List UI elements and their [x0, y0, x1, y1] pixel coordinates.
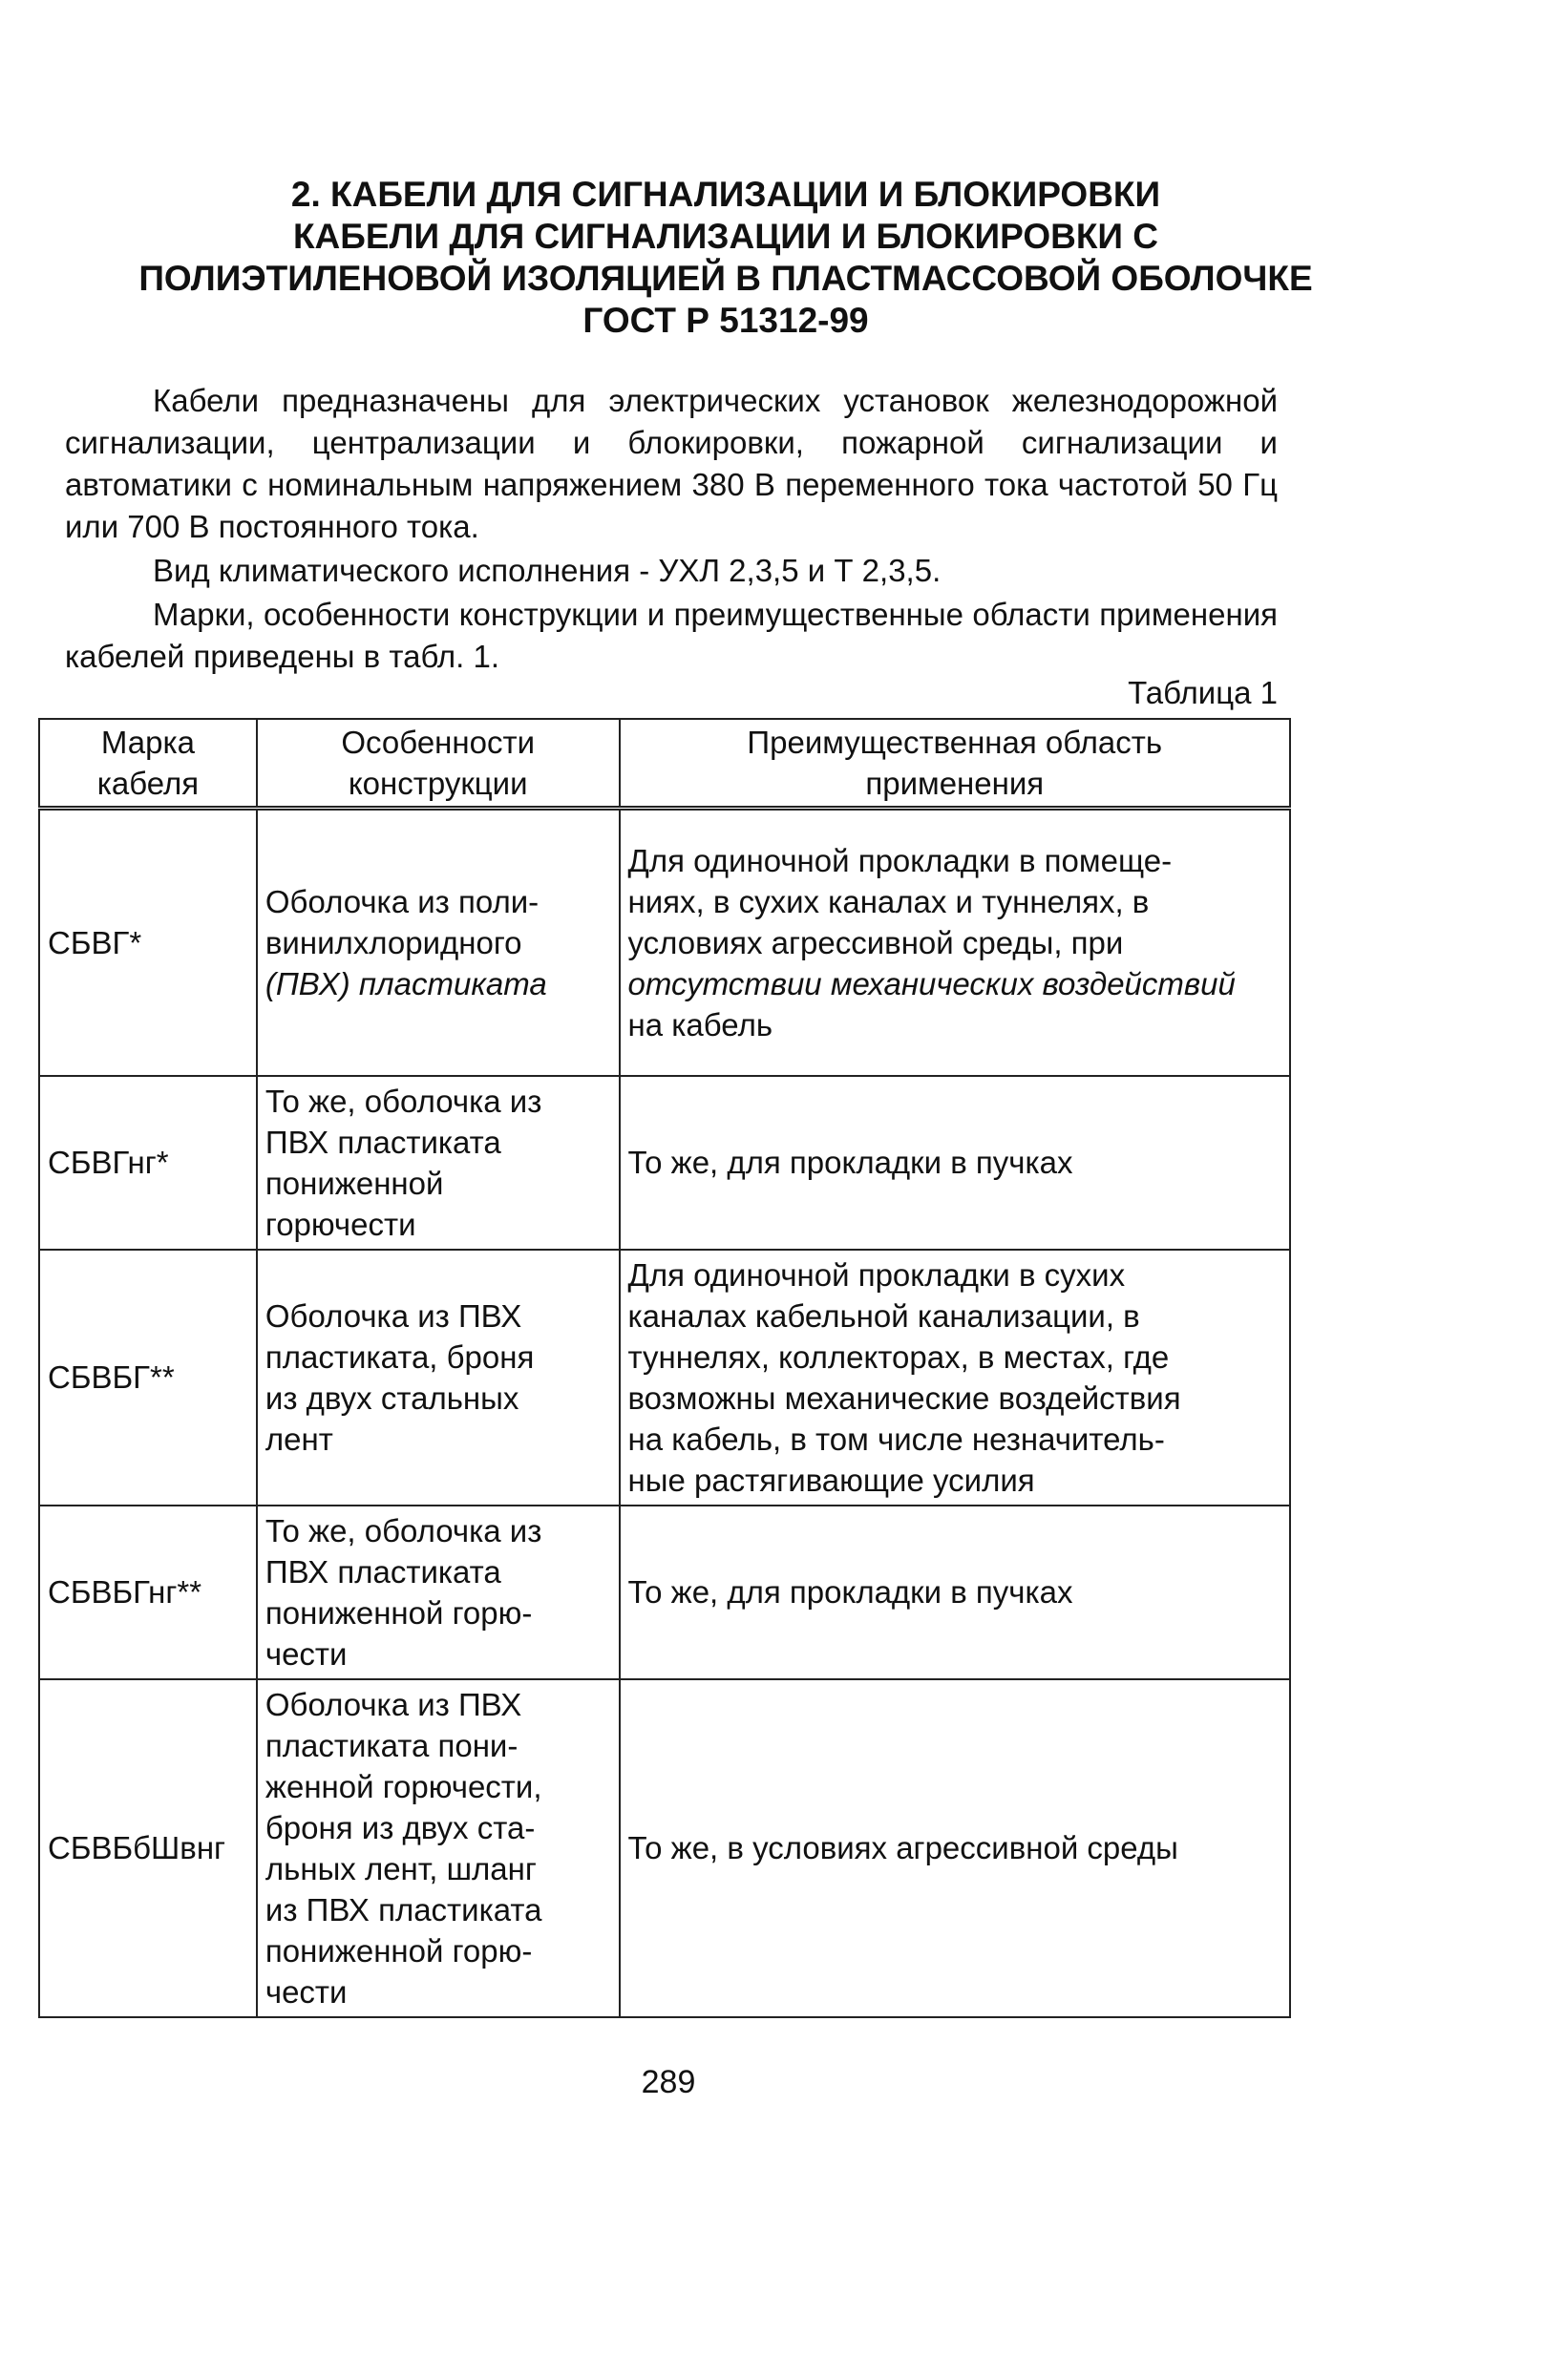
cell-design: Оболочка из поли- винилхлоридного (ПВХ) пластиката — [257, 809, 620, 1076]
header-mark: Марка кабеля — [39, 719, 257, 809]
table-caption: Таблица 1 — [1128, 675, 1278, 710]
cell-mark: СБВБбШвнг — [39, 1679, 257, 2017]
cell-design: Оболочка из ПВХ пластиката пони- женной горючести, броня из двух ста- льных лент, шланг из ПВХ пластиката пониженной горю- чести — [257, 1679, 620, 2017]
section-heading — [38, 174, 1413, 342]
paragraph-purpose: Кабели предназначены для электрических установок железнодорожной сигнализации, централизации и блокировки, пожарной сигнализации и автоматики с номинальным напряжением 380 В переменного тока частотой 50 Гц или 700 В постоянного тока. — [65, 383, 1278, 544]
page-number: 289 — [641, 2064, 696, 2100]
heading-line-1: 2. КАБЕЛИ ДЛЯ СИГНАЛИЗАЦИИ И БЛОКИРОВКИ — [290, 175, 1161, 214]
cell-design: Оболочка из ПВХ пластиката, броня из двух стальных лент — [257, 1250, 620, 1506]
cell-design: То же, оболочка из ПВХ пластиката пониженной горю- чести — [257, 1506, 620, 1679]
heading-line-3: ПОЛИЭТИЛЕНОВОЙ ИЗОЛЯЦИЕЙ В ПЛАСТМАССОВОЙ ОБОЛОЧКЕ — [138, 259, 1313, 298]
table-row — [39, 1076, 1290, 1250]
heading-line-2: КАБЕЛИ ДЛЯ СИГНАЛИЗАЦИИ И БЛОКИРОВКИ С — [292, 217, 1159, 256]
cell-use: То же, в условиях агрессивной среды — [620, 1679, 1290, 2017]
intro-text — [65, 380, 1278, 678]
cell-design: То же, оболочка из ПВХ пластиката пониженной горючести — [257, 1076, 620, 1250]
cell-use: То же, для прокладки в пучках — [620, 1076, 1290, 1250]
paragraph-table-ref: Марки, особенности конструкции и преимущественные области применения кабелей приведены в табл. 1. — [65, 597, 1278, 674]
table-row — [39, 1250, 1290, 1506]
cell-use: То же, для прокладки в пучках — [620, 1506, 1290, 1679]
cell-mark: СБВГ* — [39, 809, 257, 1076]
header-use: Преимущественная область применения — [620, 719, 1290, 809]
cable-table — [38, 718, 1291, 2018]
cell-mark: СБВБГнг** — [39, 1506, 257, 1679]
table-header-row — [39, 719, 1290, 809]
table-row — [39, 809, 1290, 1076]
heading-line-4: ГОСТ Р 51312-99 — [582, 301, 869, 340]
header-design: Особенности конструкции — [257, 719, 620, 809]
paragraph-climate: Вид климатического исполнения - УХЛ 2,3,5 и Т 2,3,5. — [153, 553, 942, 588]
cell-mark: СБВБГ** — [39, 1250, 257, 1506]
table-row — [39, 1506, 1290, 1679]
cell-use: Для одиночной прокладки в помеще- ниях, в сухих каналах и туннелях, в условиях агрессивной среды, при отсутствии механических воздействий на кабель — [620, 809, 1290, 1076]
cell-mark: СБВГнг* — [39, 1076, 257, 1250]
table-row — [39, 1679, 1290, 2017]
cell-use: Для одиночной прокладки в сухих каналах кабельной канализации, в туннелях, коллекторах, в местах, где возможны механические воздействия на кабель, в том числе незначитель- ные растягивающие усилия — [620, 1250, 1290, 1506]
